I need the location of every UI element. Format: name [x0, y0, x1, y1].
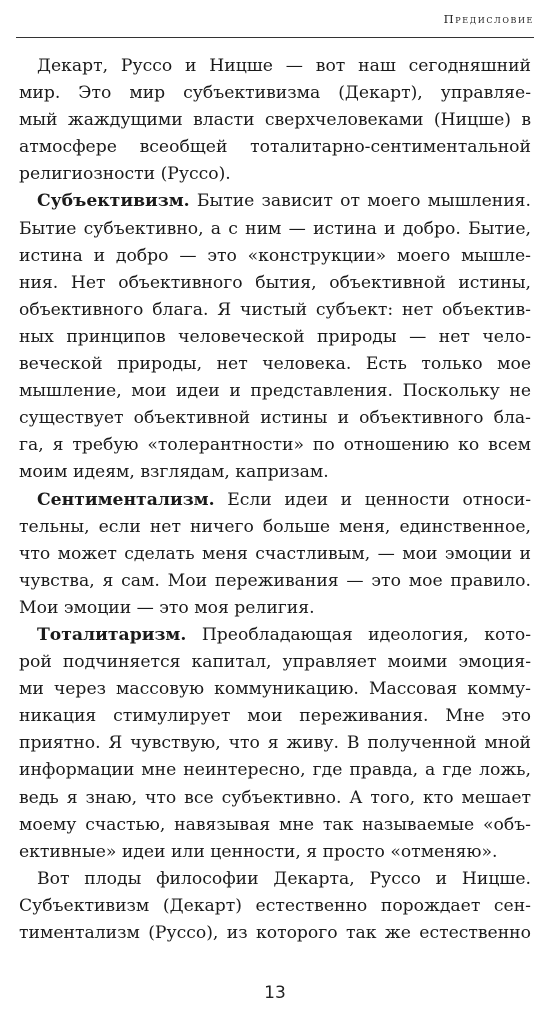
running-title: Предисловие [443, 12, 534, 26]
text-line: моим идеям, взглядам, капризам. [19, 462, 329, 483]
text-line: тельны, если нет ничего больше меня, единственное, [19, 516, 531, 537]
text-line: моему счастью, навязывая мне так называемые «объ- [19, 814, 531, 835]
text-line: Бытие субъективно, а с ним — истина и добро. Бытие, [19, 218, 531, 239]
term-sentimentalism: Сентиментализм. [37, 489, 215, 510]
text-line: ных принципов человеческой природы — нет чело- [19, 326, 531, 347]
page-number: 13 [264, 983, 286, 1003]
paragraph-conclusion [19, 866, 531, 947]
text-line [19, 188, 531, 215]
text-line: га, я требую «толерантности» по отношению ко всем [19, 435, 531, 456]
term-totalitarianism: Тоталитаризм. [37, 624, 187, 645]
text-line: никация стимулирует мои переживания. Мне это [19, 706, 531, 727]
paragraph-subjectivism [19, 188, 531, 486]
term-subjectivism: Субъективизм. [37, 191, 190, 212]
text-line: объективного блага. Я чистый субъект: нет объектив- [19, 299, 531, 320]
text-line: истина и добро — это «конструкции» моего мышле- [19, 245, 531, 266]
paragraph-sentimentalism [19, 487, 531, 622]
text-line: ективные» идеи или ценности, я просто «отменяю». [19, 841, 498, 862]
text-line: тиментализм (Руссо), из которого так же естественно [19, 923, 531, 943]
text-line: атмосфере всеобщей тоталитарно-сентиментальной [19, 137, 531, 158]
body-text [19, 53, 531, 947]
text-run: Бытие зависит от моего мышления. [189, 191, 531, 212]
text-run: Если идеи и ценности относи- [214, 489, 531, 510]
text-line: ми через массовую коммуникацию. Массовая комму- [19, 679, 531, 700]
text-line: Мои эмоции — это моя религия. [19, 597, 315, 618]
text-line: Вот плоды философии Декарта, Руссо и Ницше. [37, 868, 531, 889]
text-line: Декарт, Руссо и Ницше — вот наш сегодняшний [37, 56, 531, 76]
text-line: рой подчиняется капитал, управляет моими эмоция- [19, 652, 531, 673]
text-line: существует объективной истины и объективного бла- [19, 408, 531, 429]
text-line: Субъективизм (Декарт) естественно порождает сен- [19, 895, 531, 916]
text-line [19, 622, 531, 649]
text-line [19, 487, 531, 514]
paragraph-intro [19, 53, 531, 188]
text-line: ведь я знаю, что все субъективно. А того, кто мешает [19, 787, 531, 808]
text-line: религиозности (Руссо). [19, 164, 231, 185]
text-line: мышление, мои идеи и представления. Поскольку не [19, 381, 531, 402]
text-line: приятно. Я чувствую, что я живу. В полученной мной [19, 733, 531, 754]
text-line: информации мне неинтересно, где правда, а где ложь, [19, 760, 531, 781]
text-line: мый жаждущими власти сверхчеловеками (Ницше) в [19, 110, 531, 131]
text-run: Преобладающая идеология, кото- [186, 624, 531, 645]
text-line: веческой природы, нет человека. Есть только мое [19, 354, 531, 375]
text-line: мир. Это мир субъективизма (Декарт), управляе- [19, 83, 531, 104]
text-line: чувства, я сам. Мои переживания — это мое правило. [19, 570, 531, 591]
text-line: что может сделать меня счастливым, — мои эмоции и [19, 543, 531, 564]
text-line: ния. Нет объективного бытия, объективной истины, [19, 272, 531, 293]
paragraph-totalitarianism [19, 622, 531, 866]
header-rule [16, 37, 534, 38]
